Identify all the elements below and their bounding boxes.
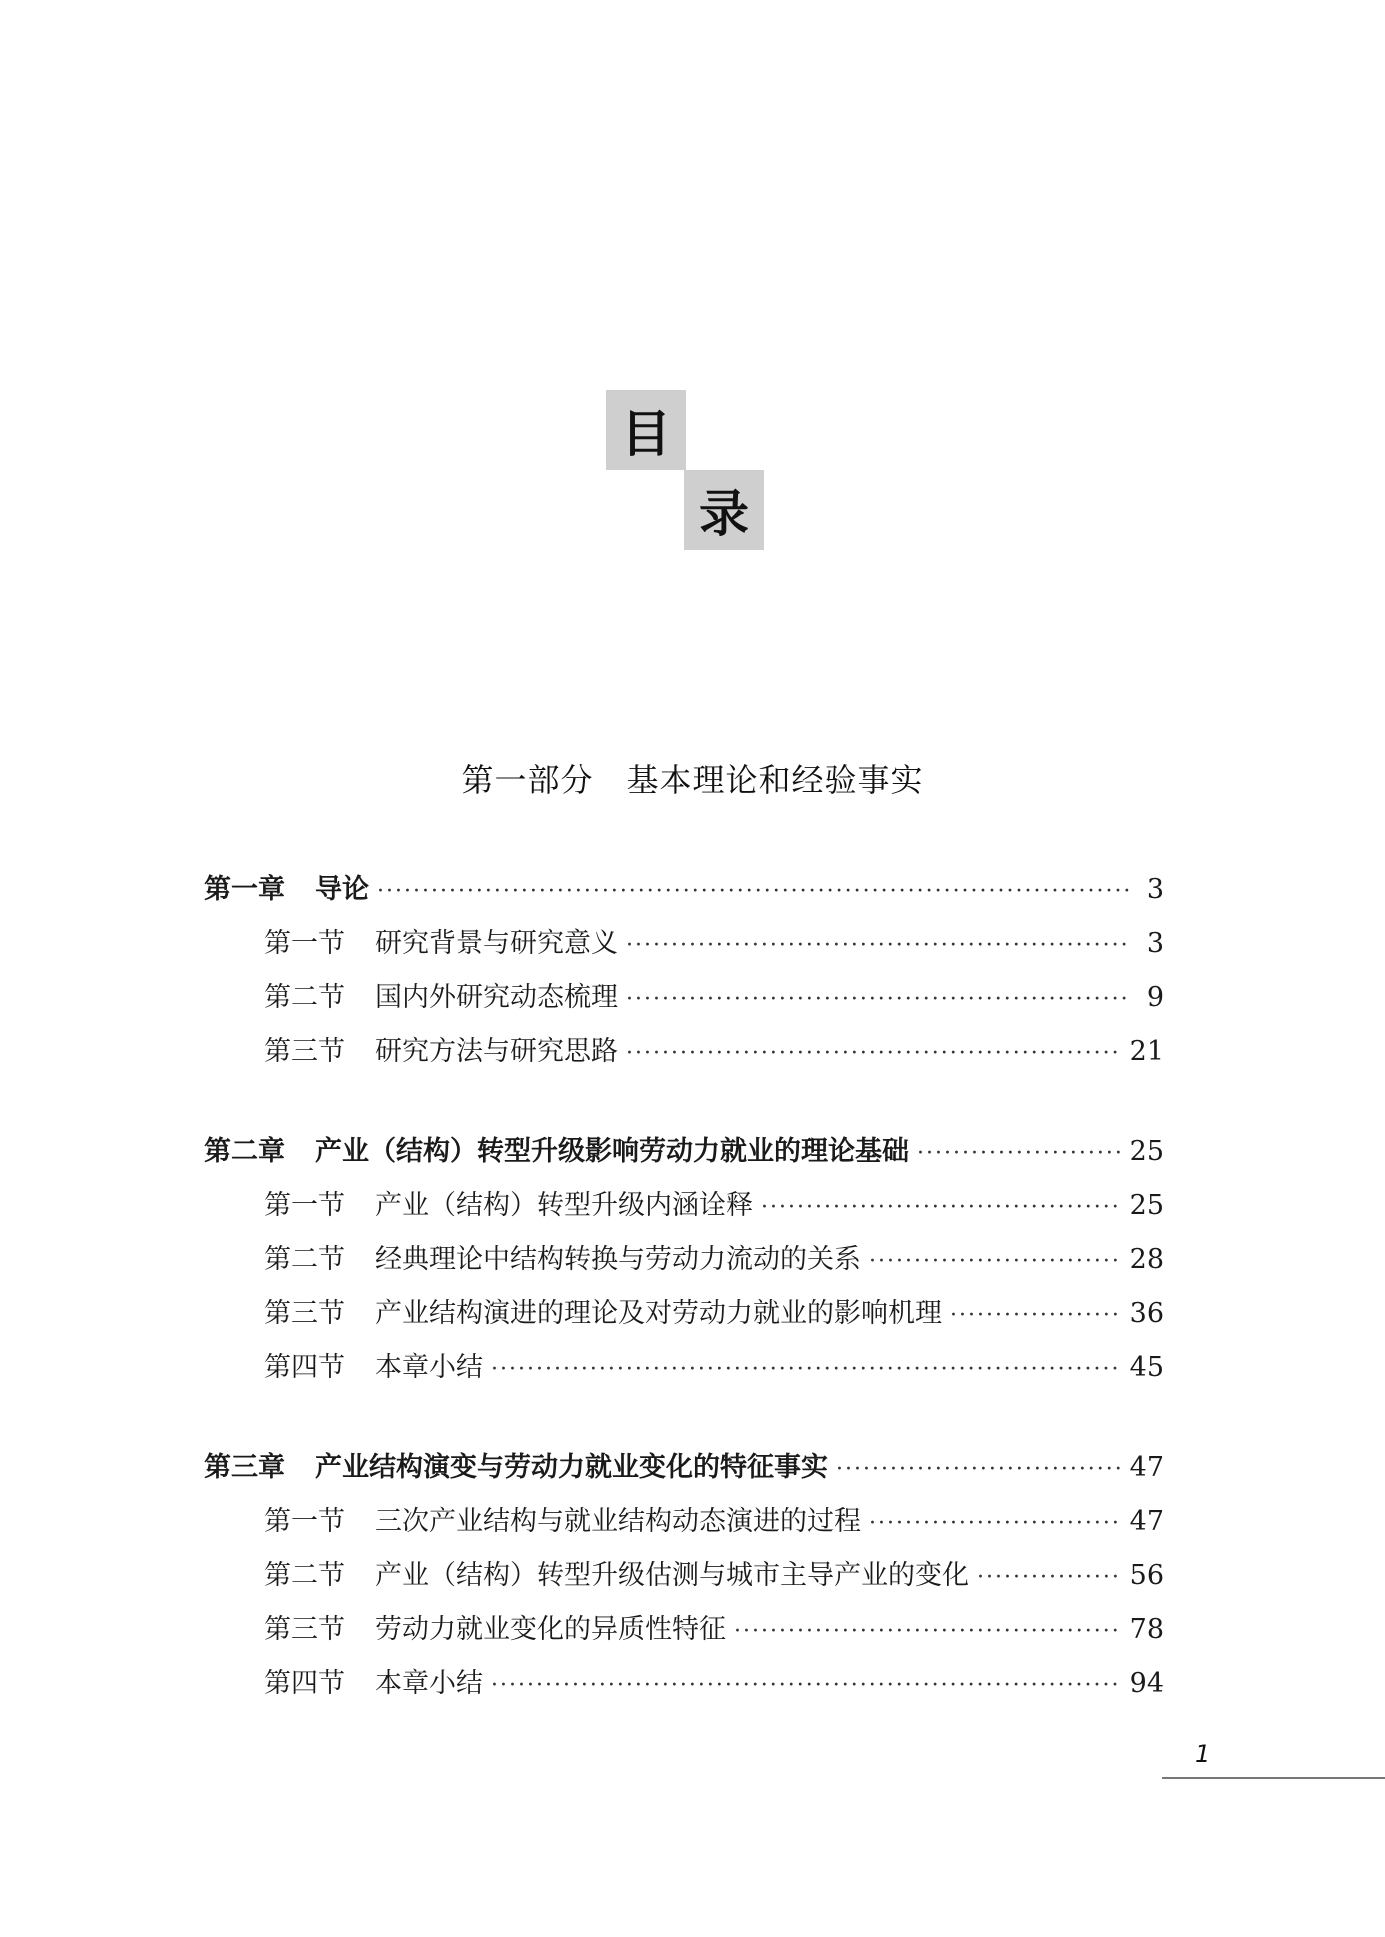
dot-leader xyxy=(761,1181,1122,1235)
section-title: 产业（结构）转型升级估测与城市主导产业的变化 xyxy=(375,1560,969,1591)
chapter-number: 第三章 xyxy=(204,1452,285,1483)
table-of-contents xyxy=(204,863,1164,1757)
page-ref: 47 xyxy=(1129,1506,1164,1537)
toc-section-entry[interactable] xyxy=(204,1179,1164,1233)
toc-chapter-entry[interactable] xyxy=(204,863,1164,917)
toc-section-entry[interactable] xyxy=(204,971,1164,1025)
section-number: 第三节 xyxy=(264,1036,345,1067)
page-ref: 47 xyxy=(1129,1452,1164,1483)
dot-leader xyxy=(977,1551,1122,1605)
section-number: 第一节 xyxy=(264,1190,345,1221)
section-number: 第二节 xyxy=(264,1244,345,1275)
dot-leader xyxy=(836,1443,1122,1497)
section-number: 第四节 xyxy=(264,1668,345,1699)
dot-leader xyxy=(491,1659,1122,1713)
dot-leader xyxy=(626,973,1130,1027)
dot-leader xyxy=(377,865,1130,919)
chapter-group xyxy=(204,863,1164,1079)
toc-section-entry[interactable] xyxy=(204,1495,1164,1549)
dot-leader xyxy=(734,1605,1122,1659)
page-ref: 45 xyxy=(1129,1352,1164,1383)
page-ref: 21 xyxy=(1129,1036,1164,1067)
section-number: 第一节 xyxy=(264,928,345,959)
toc-title-char-1: 目 xyxy=(606,390,686,470)
chapter-number: 第二章 xyxy=(204,1136,285,1167)
page-ref: 3 xyxy=(1146,874,1164,905)
section-number: 第一节 xyxy=(264,1506,345,1537)
toc-section-entry[interactable] xyxy=(204,1025,1164,1079)
section-title: 三次产业结构与就业结构动态演进的过程 xyxy=(375,1506,861,1537)
page-ref: 94 xyxy=(1129,1668,1164,1699)
page-ref: 28 xyxy=(1129,1244,1164,1275)
section-number: 第三节 xyxy=(264,1614,345,1645)
dot-leader xyxy=(869,1235,1122,1289)
chapter-title: 产业结构演变与劳动力就业变化的特征事实 xyxy=(315,1452,828,1483)
dot-leader xyxy=(626,919,1130,973)
toc-chapter-entry[interactable] xyxy=(204,1441,1164,1495)
part-heading: 第一部分 基本理论和经验事实 xyxy=(461,761,924,799)
chapter-title: 导论 xyxy=(315,874,369,905)
toc-section-entry[interactable] xyxy=(204,1549,1164,1603)
page-number: 1 xyxy=(1195,1740,1211,1768)
toc-chapter-entry[interactable] xyxy=(204,1125,1164,1179)
page-ref: 56 xyxy=(1129,1560,1164,1591)
toc-section-entry[interactable] xyxy=(204,917,1164,971)
page-ref: 9 xyxy=(1146,982,1164,1013)
dot-leader xyxy=(917,1127,1122,1181)
dot-leader xyxy=(950,1289,1122,1343)
section-title: 研究背景与研究意义 xyxy=(375,928,618,959)
section-number: 第二节 xyxy=(264,1560,345,1591)
section-title: 产业（结构）转型升级内涵诠释 xyxy=(375,1190,753,1221)
section-title: 本章小结 xyxy=(375,1352,483,1383)
chapter-title: 产业（结构）转型升级影响劳动力就业的理论基础 xyxy=(315,1136,909,1167)
section-number: 第三节 xyxy=(264,1298,345,1329)
section-title: 产业结构演进的理论及对劳动力就业的影响机理 xyxy=(375,1298,942,1329)
toc-section-entry[interactable] xyxy=(204,1287,1164,1341)
section-number: 第四节 xyxy=(264,1352,345,1383)
chapter-group xyxy=(204,1441,1164,1711)
page-ref: 25 xyxy=(1129,1136,1164,1167)
section-title: 劳动力就业变化的异质性特征 xyxy=(375,1614,726,1645)
toc-section-entry[interactable] xyxy=(204,1341,1164,1395)
toc-title-char-2: 录 xyxy=(684,470,764,550)
section-title: 经典理论中结构转换与劳动力流动的关系 xyxy=(375,1244,861,1275)
page-ref: 36 xyxy=(1129,1298,1164,1329)
footer-rule xyxy=(1162,1777,1385,1779)
toc-section-entry[interactable] xyxy=(204,1657,1164,1711)
page-ref: 25 xyxy=(1129,1190,1164,1221)
chapter-group xyxy=(204,1125,1164,1395)
dot-leader xyxy=(491,1343,1122,1397)
section-number: 第二节 xyxy=(264,982,345,1013)
toc-section-entry[interactable] xyxy=(204,1603,1164,1657)
section-title: 国内外研究动态梳理 xyxy=(375,982,618,1013)
dot-leader xyxy=(869,1497,1122,1551)
chapter-number: 第一章 xyxy=(204,874,285,905)
page-ref: 78 xyxy=(1129,1614,1164,1645)
toc-section-entry[interactable] xyxy=(204,1233,1164,1287)
page-ref: 3 xyxy=(1146,928,1164,959)
section-title: 研究方法与研究思路 xyxy=(375,1036,618,1067)
section-title: 本章小结 xyxy=(375,1668,483,1699)
dot-leader xyxy=(626,1027,1122,1081)
